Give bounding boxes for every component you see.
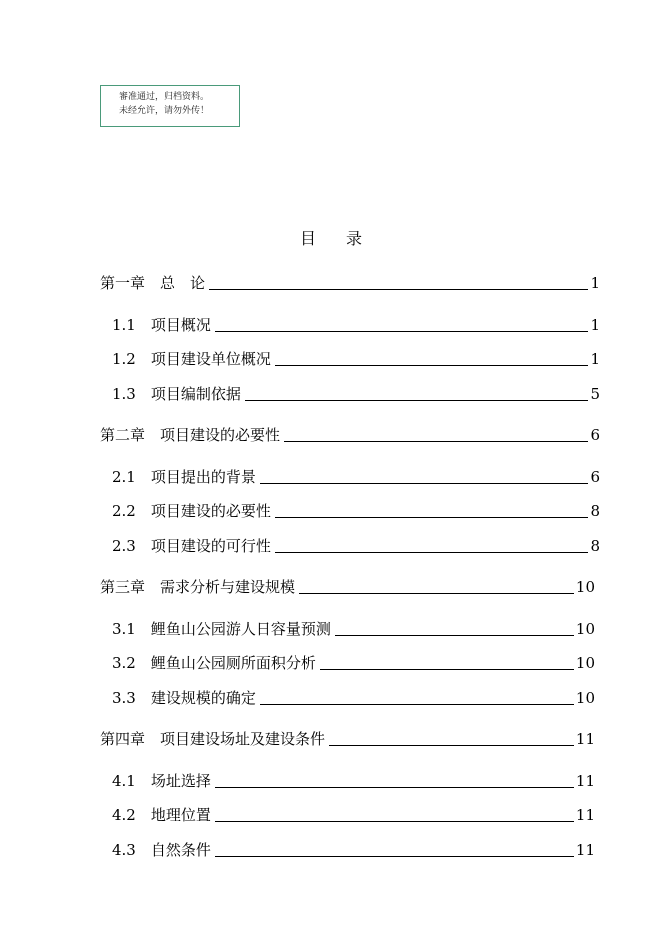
toc-entry-label: 4.3 自然条件 [112, 841, 211, 859]
toc-entry-1-3[interactable] [112, 383, 600, 403]
toc-entry-page: 11 [575, 841, 595, 859]
toc-leader-line [299, 579, 574, 594]
toc-leader-line [320, 655, 574, 670]
toc-entry-label: 3.3 建设规模的确定 [112, 689, 256, 707]
toc-leader-line [260, 690, 574, 705]
toc-entry-page: 10 [575, 620, 595, 638]
toc-entry-4-3[interactable] [112, 839, 595, 859]
toc-leader-line [215, 773, 574, 788]
toc-entry-label: 2.2 项目建设的必要性 [112, 502, 271, 520]
toc-leader-line [245, 386, 589, 401]
stamp-line-1: 審准通过，归档资料。 [119, 92, 210, 102]
toc-leader-line [275, 503, 589, 518]
toc-entry-label: 2.3 项目建设的可行性 [112, 537, 271, 555]
toc-entry-label: 1.1 项目概况 [112, 316, 211, 334]
toc-leader-line [260, 469, 589, 484]
toc-leader-line [335, 621, 574, 636]
toc-entry-page: 1 [590, 350, 600, 368]
toc-entry-3-1[interactable] [112, 618, 595, 638]
toc-leader-line [275, 538, 589, 553]
toc-entry-page: 11 [575, 730, 595, 748]
toc-entry-label: 1.2 项目建设单位概况 [112, 350, 271, 368]
toc-leader-line [215, 807, 574, 822]
toc-leader-line [215, 842, 574, 857]
toc-entry-label: 2.1 项目提出的背景 [112, 468, 256, 486]
toc-leader-line [284, 427, 588, 442]
toc-entry-page: 8 [590, 537, 600, 555]
toc-entry-page: 1 [590, 274, 600, 292]
toc-leader-line [209, 275, 588, 290]
toc-leader-line [275, 351, 589, 366]
toc-entry-label: 第一章 总 论 [100, 274, 206, 292]
toc-leader-line [215, 317, 589, 332]
toc-leader-line [329, 731, 574, 746]
toc-entry-label: 1.3 项目编制依据 [112, 385, 241, 403]
toc-entry-label: 第三章 需求分析与建设规模 [100, 578, 296, 596]
toc-entry-label: 第四章 项目建设场址及建设条件 [100, 730, 326, 748]
toc-entry-3-2[interactable] [112, 652, 595, 672]
toc-title-right: 录 [346, 229, 363, 248]
toc-entry-label: 4.2 地理位置 [112, 806, 211, 824]
toc-entry-page: 6 [590, 468, 600, 486]
toc-entry-4-2[interactable] [112, 804, 595, 824]
toc-entry-page: 8 [590, 502, 600, 520]
toc-entry-page: 10 [575, 654, 595, 672]
approval-stamp [100, 85, 240, 127]
toc-title [0, 226, 662, 249]
toc-entry-label: 3.1 鲤鱼山公园游人日容量预测 [112, 620, 331, 638]
toc-entry-page: 10 [575, 578, 595, 596]
toc-entry-label: 3.2 鲤鱼山公园厕所面积分析 [112, 654, 316, 672]
toc-entry-page: 11 [575, 772, 595, 790]
toc-entry-chapter-3[interactable] [100, 576, 595, 596]
toc-entry-chapter-2[interactable] [100, 424, 600, 444]
toc-entry-2-2[interactable] [112, 500, 600, 520]
toc-entry-4-1[interactable] [112, 770, 595, 790]
toc-entry-page: 6 [590, 426, 600, 444]
toc-entry-2-1[interactable] [112, 466, 600, 486]
toc-entry-3-3[interactable] [112, 687, 595, 707]
toc-entry-page: 10 [575, 689, 595, 707]
toc-entry-1-2[interactable] [112, 348, 600, 368]
toc-entry-chapter-1[interactable] [100, 272, 600, 292]
toc-entry-label: 第二章 项目建设的必要性 [100, 426, 281, 444]
toc-entry-label: 4.1 场址选择 [112, 772, 211, 790]
toc-entry-1-1[interactable] [112, 314, 600, 334]
toc-title-left: 目 [299, 229, 316, 248]
toc-entry-page: 5 [590, 385, 600, 403]
stamp-line-2: 未经允许，请勿外传！ [119, 106, 210, 116]
toc-entry-chapter-4[interactable] [100, 728, 595, 748]
toc-entry-page: 1 [590, 316, 600, 334]
toc-entry-page: 11 [575, 806, 595, 824]
toc-entry-2-3[interactable] [112, 535, 600, 555]
